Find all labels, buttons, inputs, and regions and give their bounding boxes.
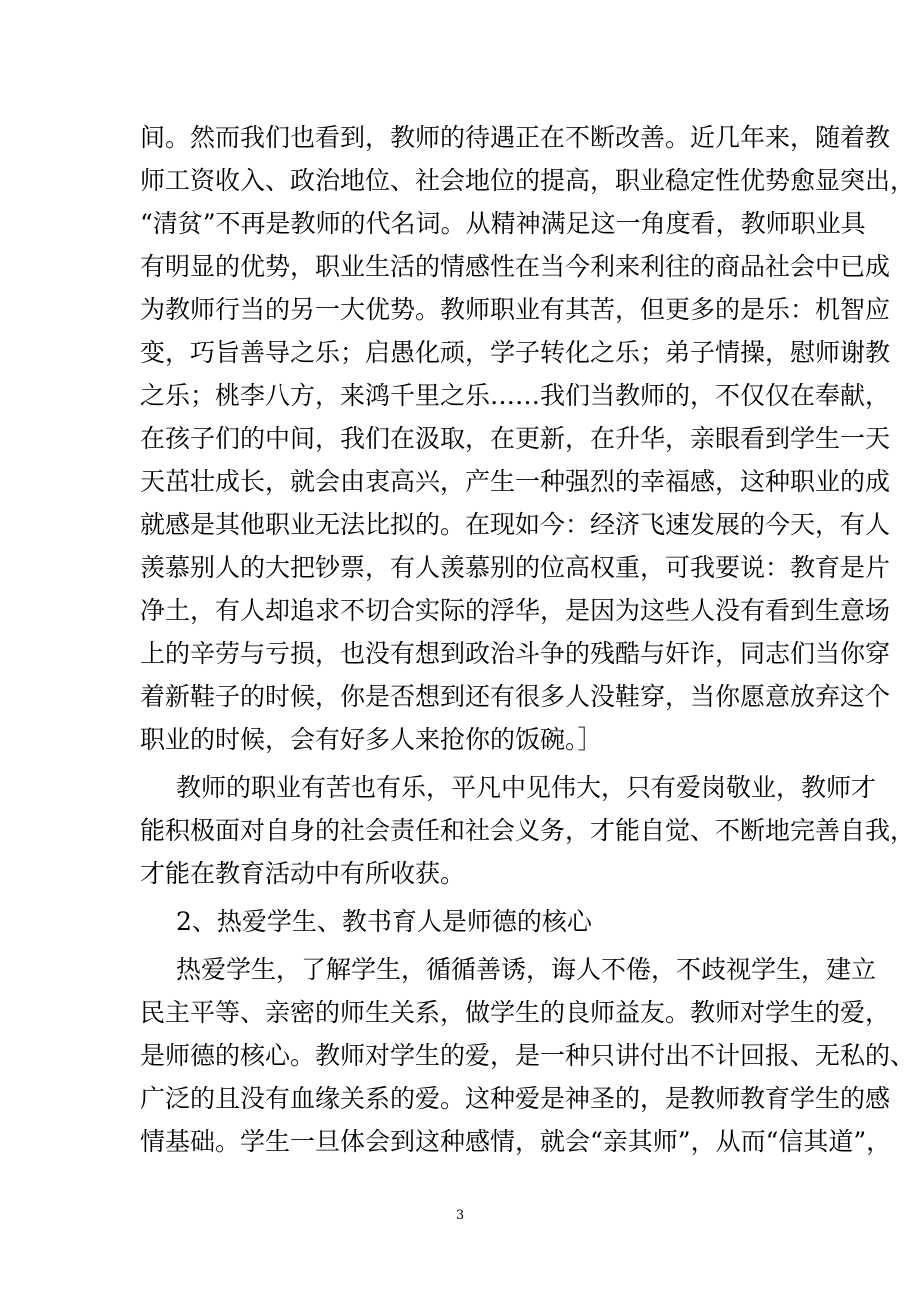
body-text-line: “清贫”不再是教师的代名词。从精神满足这一角度看，教师职业具 <box>140 209 866 238</box>
body-text-line: 职业的时候，会有好多人来抢你的饭碗。］ <box>140 725 603 754</box>
body-text-line: 师工资收入、政治地位、社会地位的提高，职业稳定性优势愈显突出， <box>140 166 916 195</box>
body-text-line: 能积极面对自身的社会责任和社会义务，才能自觉、不断地完善自我， <box>140 816 916 845</box>
body-text-line: 羡慕别人的大把钞票，有人羡慕别的位高权重，可我要说：教育是片 <box>140 553 891 582</box>
body-text-line: 上的辛劳与亏损，也没有想到政治斗争的残酷与奸诈，同志们当你穿 <box>140 639 891 668</box>
body-text-line: 变，巧旨善导之乐；启愚化顽，学子转化之乐；弟子情操，慰师谢教 <box>140 338 891 367</box>
body-text-line: 是师德的核心。教师对学生的爱，是一种只讲付出不计回报、无私的、 <box>140 1041 916 1070</box>
body-text-line: 之乐；桃李八方，来鸿千里之乐……我们当教师的，不仅仅在奉献， <box>140 381 891 410</box>
body-text-line: 在孩子们的中间，我们在汲取，在更新，在升华，亲眼看到学生一天 <box>140 424 891 453</box>
section-heading: 2、热爱学生、教书育人是师德的核心 <box>176 907 592 936</box>
body-text-line: 才能在教育活动中有所收获。 <box>140 859 466 888</box>
body-text-line: 为教师行当的另一大优势。教师职业有其苦，但更多的是乐：机智应 <box>140 295 891 324</box>
body-text-line: 净土，有人却追求不切合实际的浮华，是因为这些人没有看到生意场 <box>140 596 891 625</box>
body-text-line: 情基础。学生一旦体会到这种感情，就会“亲其师”，从而“信其道”， <box>140 1127 892 1156</box>
paragraph-first-line: 教师的职业有苦也有乐，平凡中见伟大，只有爱岗敬业，教师才 <box>176 773 877 802</box>
body-text-line: 民主平等、亲密的师生关系，做学生的良师益友。教师对学生的爱， <box>140 998 891 1027</box>
body-text-line: 有明显的优势，职业生活的情感性在当今利来利往的商品社会中已成 <box>140 252 891 281</box>
body-text-line: 天茁壮成长，就会由衷高兴，产生一种强烈的幸福感，这种职业的成 <box>140 467 891 496</box>
body-text-line: 广泛的且没有血缘关系的爱。这种爱是神圣的，是教师教育学生的感 <box>140 1084 891 1113</box>
body-text-line: 着新鞋子的时候，你是否想到还有很多人没鞋穿，当你愿意放弃这个 <box>140 682 891 711</box>
body-text-line: 间。然而我们也看到，教师的待遇正在不断改善。近几年来，随着教 <box>140 123 891 152</box>
paragraph-first-line: 热爱学生，了解学生，循循善诱，诲人不倦，不歧视学生，建立 <box>176 955 877 984</box>
page-number: 3 <box>455 1208 465 1223</box>
body-text-line: 就感是其他职业无法比拟的。在现如今：经济飞速发展的今天，有人 <box>140 510 891 539</box>
